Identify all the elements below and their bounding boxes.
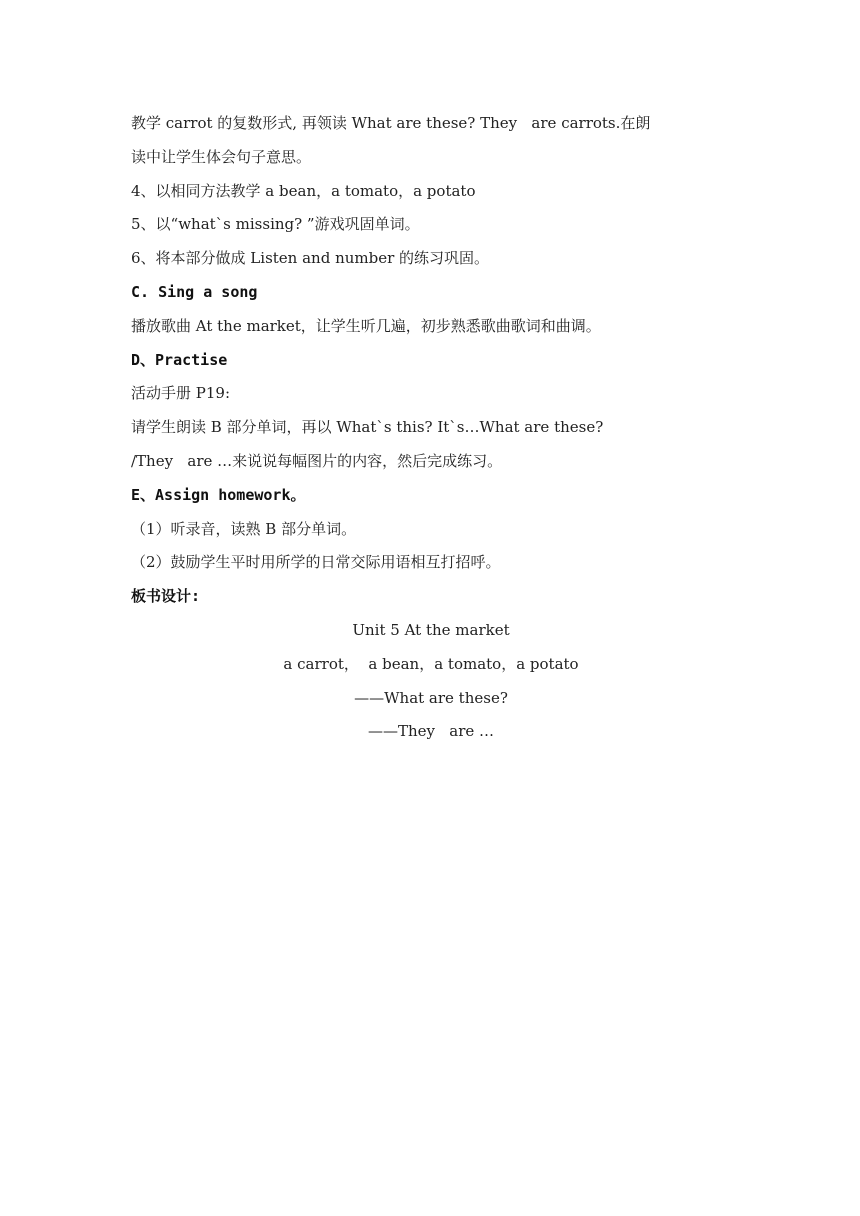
section-heading-sing-a-song: C. Sing a song — [131, 282, 258, 301]
board-design-heading: 板书设计: — [131, 587, 201, 606]
text-line: 4、以相同方法教学 a bean，a tomato，a potato — [131, 181, 476, 200]
text-line: /They are …来说说每幅图片的内容，然后完成练习。 — [131, 451, 503, 470]
text-line: 请学生朗读 B 部分单词，再以 What`s this? It`s…What are these? — [131, 418, 604, 437]
board-words: a carrot， a bean，a tomato，a potato — [283, 654, 579, 673]
board-title: Unit 5 At the market — [352, 620, 510, 639]
text-line: 读中让学生体会句子意思。 — [131, 147, 312, 166]
text-line: 活动手册 P19: — [131, 384, 231, 403]
text-line: 6、将本部分做成 Listen and number 的练习巩固。 — [131, 249, 490, 268]
board-design — [131, 614, 731, 749]
text-line: 5、以“what`s missing? ”游戏巩固单词。 — [131, 215, 420, 234]
homework-item: （2）鼓励学生平时用所学的日常交际用语相互打招呼。 — [131, 553, 501, 572]
section-heading-homework: E、Assign homework。 — [131, 485, 306, 504]
homework-item: （1）听录音，读熟 B 部分单词。 — [131, 519, 357, 538]
text-line: 播放歌曲 At the market，让学生听几遍，初步熟悉歌曲歌词和曲调。 — [131, 316, 601, 335]
text-line: 教学 carrot 的复数形式, 再领读 What are these? They are carrots.在朗 — [131, 114, 651, 132]
board-question: ——What are these? — [354, 688, 508, 707]
board-answer: ——They are … — [367, 722, 495, 741]
section-heading-practise: D、Practise — [131, 350, 228, 369]
lesson-plan-text — [131, 107, 731, 749]
